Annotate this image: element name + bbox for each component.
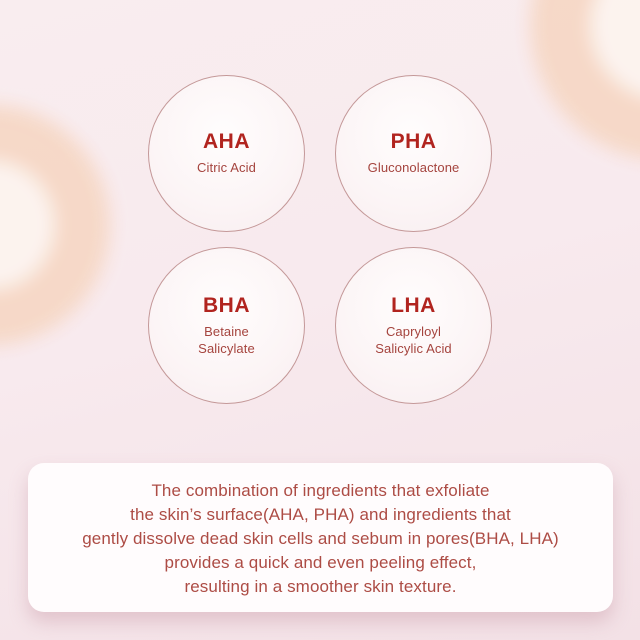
acid-circle-pha (335, 75, 492, 232)
acid-abbr-label: LHA (391, 294, 436, 317)
acid-ingredient-label (368, 160, 460, 177)
description-line: The combination of ingredients that exfoliate (151, 480, 490, 500)
acid-ingredient-label (197, 160, 256, 177)
decorative-blob-top-right (530, 0, 640, 160)
ingredient-line: Betaine (204, 324, 249, 339)
acid-abbr-label: PHA (390, 130, 437, 154)
description-line: the skin’s surface(AHA, PHA) and ingredients that (130, 504, 511, 524)
ingredient-line: Capryloyl (385, 324, 442, 339)
description-line: provides a quick and even peeling effect, (164, 552, 477, 572)
acid-ingredient-label (198, 324, 255, 357)
ingredient-line: Salicylate (198, 340, 255, 356)
ingredient-line: Gluconolactone (367, 160, 460, 176)
acid-abbr-label: AHA (203, 130, 250, 154)
acid-circle-bha (148, 247, 305, 404)
ingredient-line: Citric Acid (197, 160, 256, 176)
description-line: gently dissolve dead skin cells and sebum in pores(BHA, LHA) (82, 528, 559, 548)
acid-circle-aha (148, 75, 305, 232)
acid-abbr-label: BHA (203, 294, 250, 317)
description-line: resulting in a smoother skin texture. (184, 576, 457, 596)
description-card (28, 463, 613, 612)
decorative-blob-left (0, 105, 110, 345)
ingredient-line: Salicylic Acid (375, 340, 452, 356)
acid-ingredient-label (375, 324, 452, 357)
acid-circle-lha (335, 247, 492, 404)
